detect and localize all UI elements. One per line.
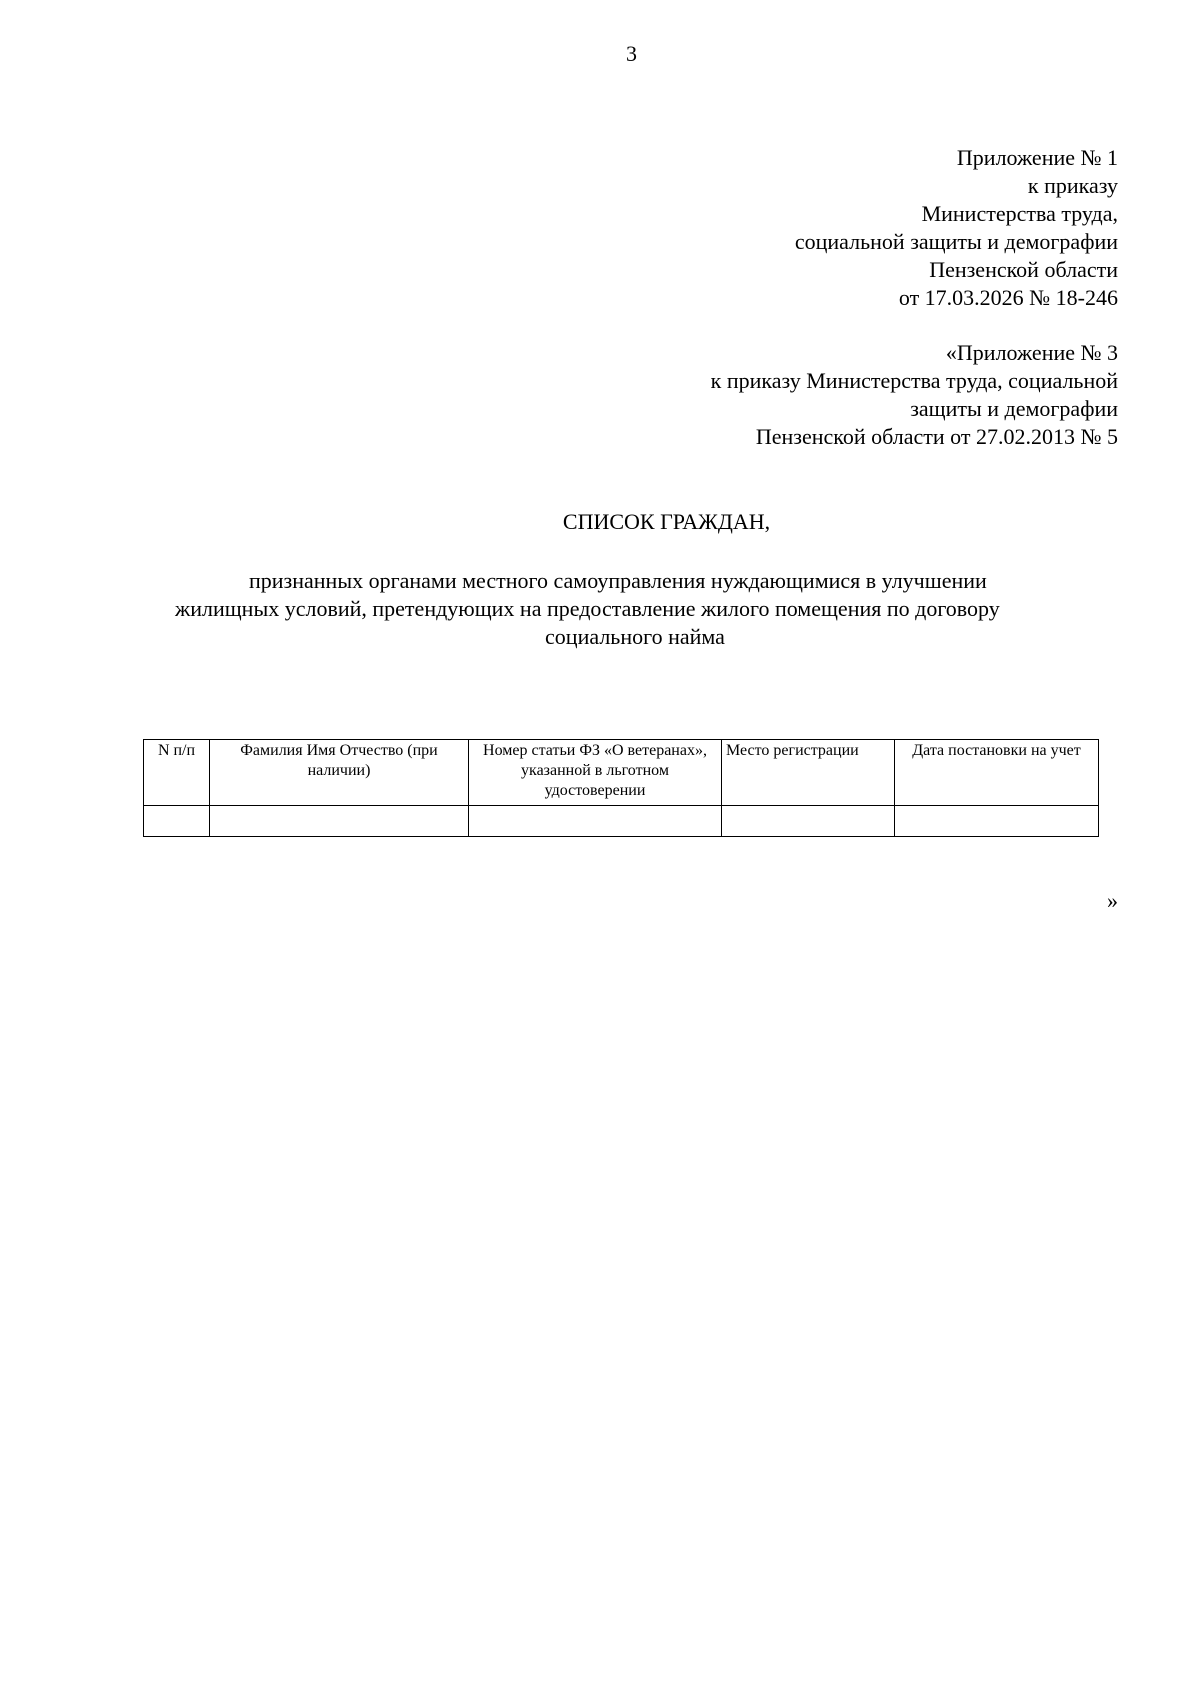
appendix-1-header bbox=[795, 144, 1118, 312]
table-cell bbox=[895, 806, 1099, 837]
page-number: 3 bbox=[626, 41, 637, 66]
closing-quote: » bbox=[1107, 888, 1118, 913]
appendix-3-header bbox=[711, 339, 1118, 451]
table-cell bbox=[469, 806, 722, 837]
appendix-1-line: Пензенской области bbox=[929, 257, 1118, 282]
citizens-table bbox=[143, 739, 1099, 837]
document-subtitle bbox=[175, 567, 1095, 651]
table-cell bbox=[144, 806, 210, 837]
table-cell bbox=[722, 806, 895, 837]
subtitle-line: признанных органами местного самоуправления нуждающимися в улучшении bbox=[249, 568, 987, 593]
appendix-3-line: к приказу Министерства труда, социальной bbox=[710, 368, 1118, 393]
table-header-row bbox=[144, 740, 1099, 806]
header-law-article: Номер статьи ФЗ «О ветеранах», указанной в льготном удостоверении bbox=[469, 740, 722, 806]
appendix-1-line: социальной защиты и демографии bbox=[794, 229, 1118, 254]
appendix-1-line: к приказу bbox=[1027, 173, 1118, 198]
header-registration-place: Место регистрации bbox=[722, 740, 895, 806]
header-number: N п/п bbox=[144, 740, 210, 806]
appendix-3-line: защиты и демографии bbox=[910, 396, 1118, 421]
appendix-1-line: от 17.03.2026 № 18-246 bbox=[898, 285, 1118, 310]
appendix-3-line: Пензенской области от 27.02.2013 № 5 bbox=[755, 424, 1118, 449]
appendix-1-line: Приложение № 1 bbox=[956, 145, 1118, 170]
document-title: СПИСОК ГРАЖДАН, bbox=[562, 509, 771, 534]
subtitle-line: жилищных условий, претендующих на предоставление жилого помещения по договору bbox=[175, 596, 1000, 621]
table-row bbox=[144, 806, 1099, 837]
header-full-name: Фамилия Имя Отчество (при наличии) bbox=[210, 740, 469, 806]
appendix-1-line: Министерства труда, bbox=[921, 201, 1118, 226]
subtitle-line: социального найма bbox=[545, 624, 725, 649]
table-cell bbox=[210, 806, 469, 837]
header-registration-date: Дата постановки на учет bbox=[895, 740, 1099, 806]
appendix-3-line: «Приложение № 3 bbox=[945, 340, 1118, 365]
